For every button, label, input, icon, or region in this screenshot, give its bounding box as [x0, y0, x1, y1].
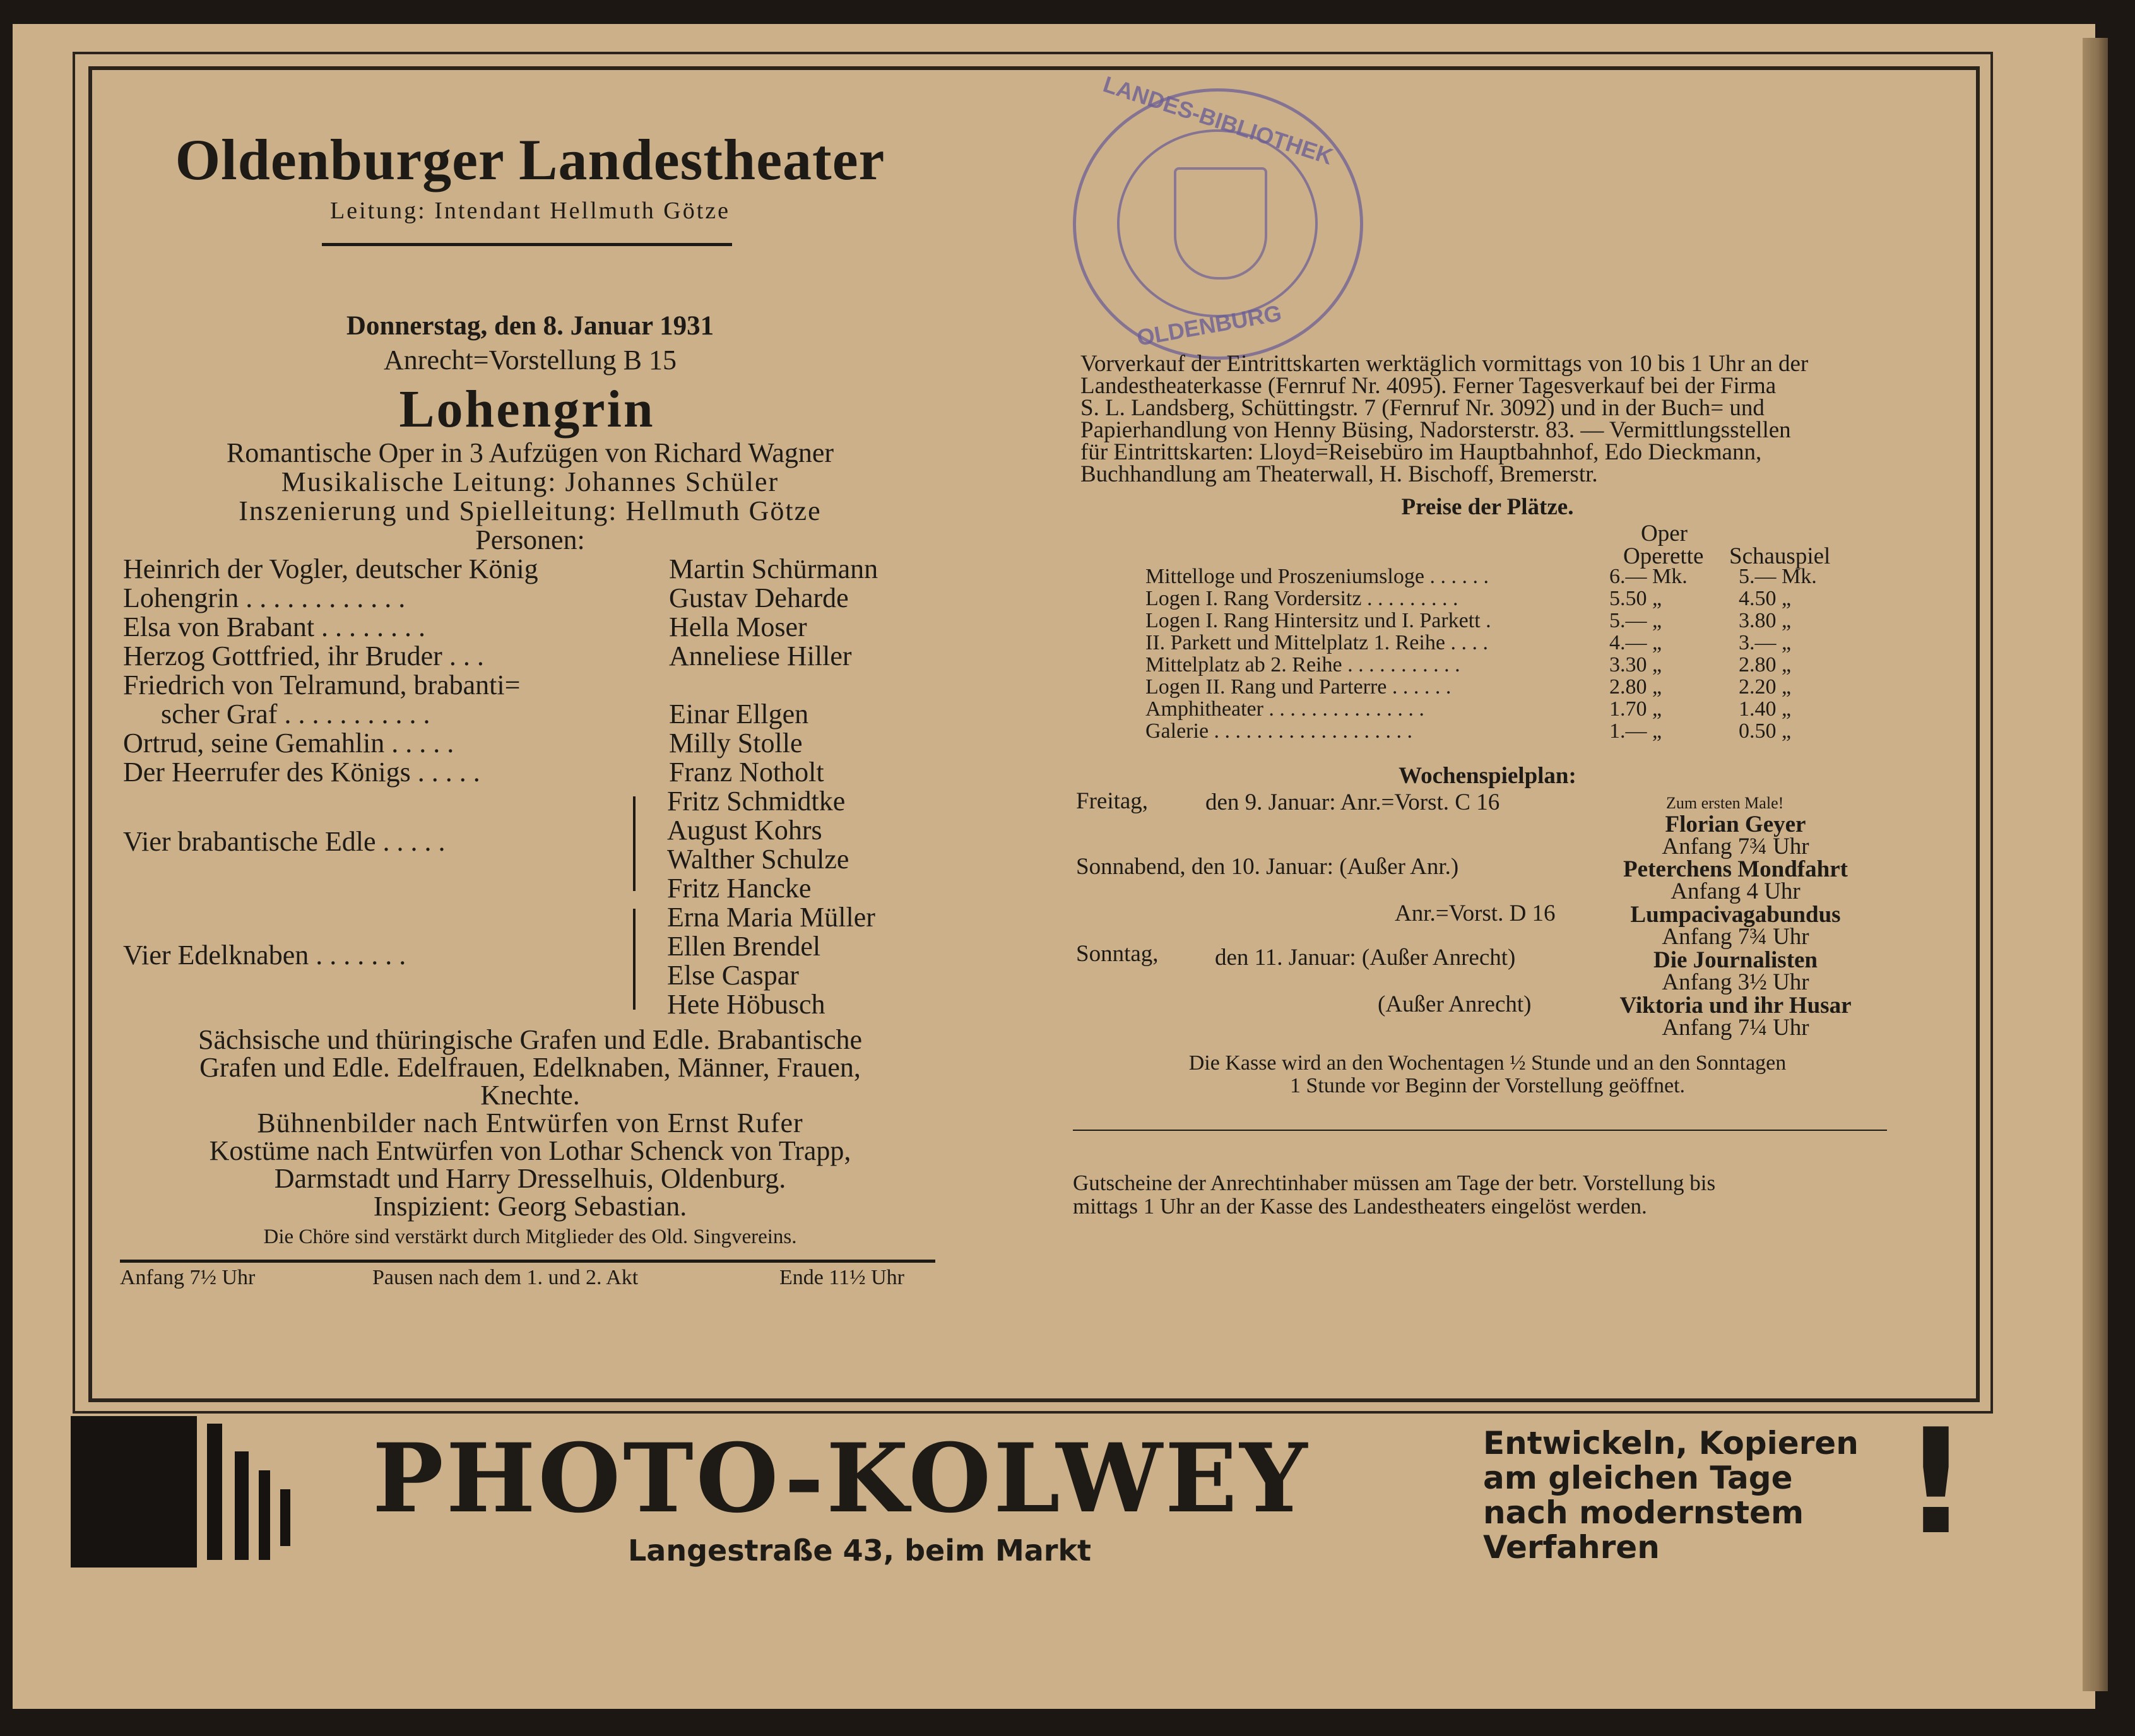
end-time: Ende 11½ Uhr	[779, 1266, 904, 1289]
theater-direction: Leitung: Intendant Hellmuth Götze	[329, 198, 731, 224]
schedule-date: den 9. Januar: Anr.=Vorst. C 16	[1205, 789, 1500, 815]
play-title: Peterchens Mondfahrt	[1623, 856, 1848, 882]
box-office-line: 1 Stunde vor Beginn der Vorstellung geöffnet.	[1289, 1074, 1686, 1097]
advance-sale-line: Vorverkauf der Eintrittskarten werktäglich vormittags von 10 bis 1 Uhr an der	[1080, 351, 1809, 377]
price-seat: Mittelplatz ab 2. Reihe . . . . . . . . . . .	[1145, 653, 1460, 676]
price-seat: Amphitheater . . . . . . . . . . . . . . .	[1145, 697, 1424, 721]
price-schauspiel: 4.50 „	[1739, 587, 1792, 610]
cast-role: Herzog Gottfried, ihr Bruder . . .	[123, 641, 484, 671]
price-schauspiel: 0.50 „	[1739, 719, 1792, 743]
ad-slogan: Verfahren	[1483, 1529, 1660, 1566]
prices-heading: Preise der Plätze.	[1401, 494, 1574, 520]
footer-line: Knechte.	[480, 1080, 580, 1111]
cast-actor: Milly Stolle	[669, 728, 803, 759]
footer-line: Bühnenbilder nach Entwürfen von Ernst Rufer	[257, 1107, 803, 1138]
price-oper: 5.— „	[1609, 609, 1662, 632]
footer-line: Kostüme nach Entwürfen von Lothar Schenck von Trapp,	[209, 1135, 851, 1166]
price-oper: 2.80 „	[1609, 675, 1662, 699]
group-actor: Else Caspar	[667, 960, 799, 991]
cast-role: Der Heerrufer des Königs . . . . .	[123, 757, 480, 788]
cast-role: Elsa von Brabant . . . . . . . .	[123, 611, 426, 642]
price-seat: Logen I. Rang Vordersitz . . . . . . . . .	[1145, 587, 1458, 610]
price-oper: 1.— „	[1609, 719, 1662, 743]
price-oper: 6.— Mk.	[1609, 565, 1688, 588]
group-actor: Ellen Brendel	[667, 931, 821, 962]
price-oper: 5.50 „	[1609, 587, 1662, 610]
group-role: Vier Edelknaben . . . . . . .	[123, 940, 406, 971]
weekday: Sonntag,	[1076, 941, 1159, 967]
personen-heading: Personen:	[475, 524, 585, 555]
price-schauspiel: 3.— „	[1739, 631, 1792, 654]
footer-line: Inspizient: Georg Sebastian.	[373, 1191, 687, 1222]
schedule-date: Sonnabend, den 10. Januar: (Außer Anr.)	[1076, 854, 1459, 880]
break-info: Pausen nach dem 1. und 2. Akt	[372, 1266, 639, 1289]
advance-sale-line: Papierhandlung von Henny Büsing, Nadorsterstr. 83. — Vermittlungsstellen	[1080, 417, 1791, 443]
stamp-text-bottom: OLDENBURG	[1135, 300, 1284, 351]
cast-actor: Martin Schürmann	[669, 553, 878, 584]
cast-actor: Hella Moser	[669, 611, 807, 642]
group-actor: Fritz Hancke	[667, 873, 812, 904]
price-seat: Logen II. Rang und Parterre . . . . . .	[1145, 675, 1452, 699]
col-oper: Oper	[1641, 521, 1688, 546]
group-bracket	[633, 796, 636, 891]
cast-actor: Einar Ellgen	[669, 699, 809, 729]
ad-address: Langestraße 43, beim Markt	[628, 1533, 1092, 1568]
cast-actor: Franz Notholt	[669, 757, 824, 788]
ad-name: PHOTO-KOLWEY	[372, 1423, 1310, 1534]
ad-logo-bar	[235, 1451, 249, 1560]
price-seat: Mittelloge und Proszeniumsloge . . . . . .	[1145, 565, 1489, 588]
price-oper: 1.70 „	[1609, 697, 1662, 721]
ad-logo-bar	[207, 1424, 222, 1560]
group-actor: Walther Schulze	[667, 844, 849, 875]
cast-role: Ortrud, seine Gemahlin . . . . .	[123, 728, 454, 759]
group-actor: Fritz Schmidtke	[667, 786, 846, 817]
group-actor: August Kohrs	[667, 815, 822, 846]
right-rule	[1073, 1130, 1887, 1131]
first-time-note: Zum ersten Male!	[1666, 794, 1784, 812]
title-rule	[322, 243, 732, 246]
opera-line-1: Romantische Oper in 3 Aufzügen von Richard Wagner	[226, 437, 834, 468]
weekly-heading: Wochenspielplan:	[1399, 763, 1576, 789]
coat-of-arms-icon	[1174, 167, 1267, 280]
price-schauspiel: 3.80 „	[1739, 609, 1792, 632]
price-seat: II. Parkett und Mittelplatz 1. Reihe . . . .	[1145, 631, 1488, 654]
price-oper: 4.— „	[1609, 631, 1662, 654]
performance-subscription: Anrecht=Vorstellung B 15	[384, 345, 677, 375]
advance-sale-line: Buchhandlung am Theaterwall, H. Bischoff, Bremerstr.	[1080, 461, 1598, 487]
group-role: Vier brabantische Edle . . . . .	[123, 826, 446, 857]
ad-slogan: nach modernstem	[1483, 1494, 1804, 1531]
opera-line-3: Inszenierung und Spielleitung: Hellmuth Götze	[239, 495, 822, 526]
col-schauspiel: Schauspiel	[1729, 543, 1831, 569]
cast-role: Friedrich von Telramund, brabanti=	[123, 670, 521, 700]
play-title: Lumpacivagabundus	[1630, 902, 1841, 928]
play-time: Anfang 4 Uhr	[1671, 878, 1801, 904]
ad-logo-bar	[259, 1470, 270, 1560]
advance-sale-line: Landestheaterkasse (Fernruf Nr. 4095). Ferner Tagesverkauf bei der Firma	[1080, 373, 1777, 399]
price-seat: Logen I. Rang Hintersitz und I. Parkett .	[1145, 609, 1491, 632]
price-oper: 3.30 „	[1609, 653, 1662, 676]
ad-logo-bar	[280, 1489, 290, 1546]
cast-actor: Anneliese Hiller	[669, 641, 852, 671]
play-time: Anfang 7¼ Uhr	[1662, 1015, 1809, 1041]
ad-slogan: Entwickeln, Kopieren	[1483, 1425, 1859, 1461]
price-schauspiel: 2.80 „	[1739, 653, 1792, 676]
opera-line-2: Musikalische Leitung: Johannes Schüler	[281, 466, 779, 497]
cast-role: scher Graf . . . . . . . . . . .	[161, 699, 430, 729]
times-rule	[120, 1260, 935, 1263]
play-title: Die Journalisten	[1653, 947, 1818, 973]
footer-line: Darmstadt und Harry Dresselhuis, Oldenburg.	[274, 1163, 786, 1194]
box-office-line: Die Kasse wird an den Wochentagen ½ Stunde und an den Sonntagen	[1188, 1051, 1787, 1075]
play-time: Anfang 7¾ Uhr	[1662, 924, 1809, 950]
play-time: Anfang 3½ Uhr	[1662, 969, 1809, 995]
ad-logo-block	[71, 1416, 197, 1568]
price-schauspiel: 1.40 „	[1739, 697, 1792, 721]
footer-line: Die Chöre sind verstärkt durch Mitglieder des Old. Singvereins.	[263, 1225, 797, 1248]
price-schauspiel: 5.— Mk.	[1739, 565, 1817, 588]
group-actor: Erna Maria Müller	[667, 902, 875, 933]
col-operette: Operette	[1623, 543, 1704, 569]
weekday: Freitag,	[1076, 788, 1149, 814]
advance-sale-line: für Eintrittskarten: Lloyd=Reisebüro im Hauptbahnhof, Edo Dieckmann,	[1080, 439, 1762, 465]
ad-slogan: am gleichen Tage	[1483, 1460, 1793, 1496]
group-bracket	[633, 909, 636, 1010]
group-actor: Hete Höbusch	[667, 989, 825, 1020]
stamp-text-top: LANDES-BIBLIOTHEK	[1100, 71, 1337, 170]
start-time: Anfang 7½ Uhr	[120, 1266, 256, 1289]
footer-line: Grafen und Edle. Edelfrauen, Edelknaben, Männer, Frauen,	[199, 1052, 861, 1083]
play-title: Viktoria und ihr Husar	[1619, 993, 1852, 1019]
price-seat: Galerie . . . . . . . . . . . . . . . . . . .	[1145, 719, 1413, 743]
play-title: Florian Geyer	[1665, 812, 1806, 837]
opera-title: Lohengrin	[399, 380, 655, 439]
voucher-line: mittags 1 Uhr an der Kasse des Landestheaters eingelöst werden.	[1073, 1194, 1647, 1219]
subscription-label: (Außer Anrecht)	[1378, 991, 1532, 1017]
advance-sale-line: S. L. Landsberg, Schüttingstr. 7 (Fernruf Nr. 3092) und in der Buch= und	[1080, 395, 1765, 421]
page-edge	[2083, 38, 2108, 1691]
schedule-date: den 11. Januar: (Außer Anrecht)	[1215, 945, 1516, 971]
play-time: Anfang 7¾ Uhr	[1662, 834, 1809, 859]
theater-name: Oldenburger Landestheater	[175, 127, 885, 192]
price-schauspiel: 2.20 „	[1739, 675, 1792, 699]
voucher-line: Gutscheine der Anrechtinhaber müssen am Tage der betr. Vorstellung bis	[1073, 1171, 1716, 1195]
subscription-label: Anr.=Vorst. D 16	[1395, 900, 1556, 926]
footer-line: Sächsische und thüringische Grafen und Edle. Brabantische	[198, 1024, 863, 1055]
cast-role: Lohengrin . . . . . . . . . . . .	[123, 582, 406, 613]
cast-actor: Gustav Deharde	[669, 582, 849, 613]
exclamation-mark: !	[1903, 1398, 1969, 1567]
performance-date: Donnerstag, den 8. Januar 1931	[346, 311, 714, 341]
cast-role: Heinrich der Vogler, deutscher König	[123, 553, 538, 584]
